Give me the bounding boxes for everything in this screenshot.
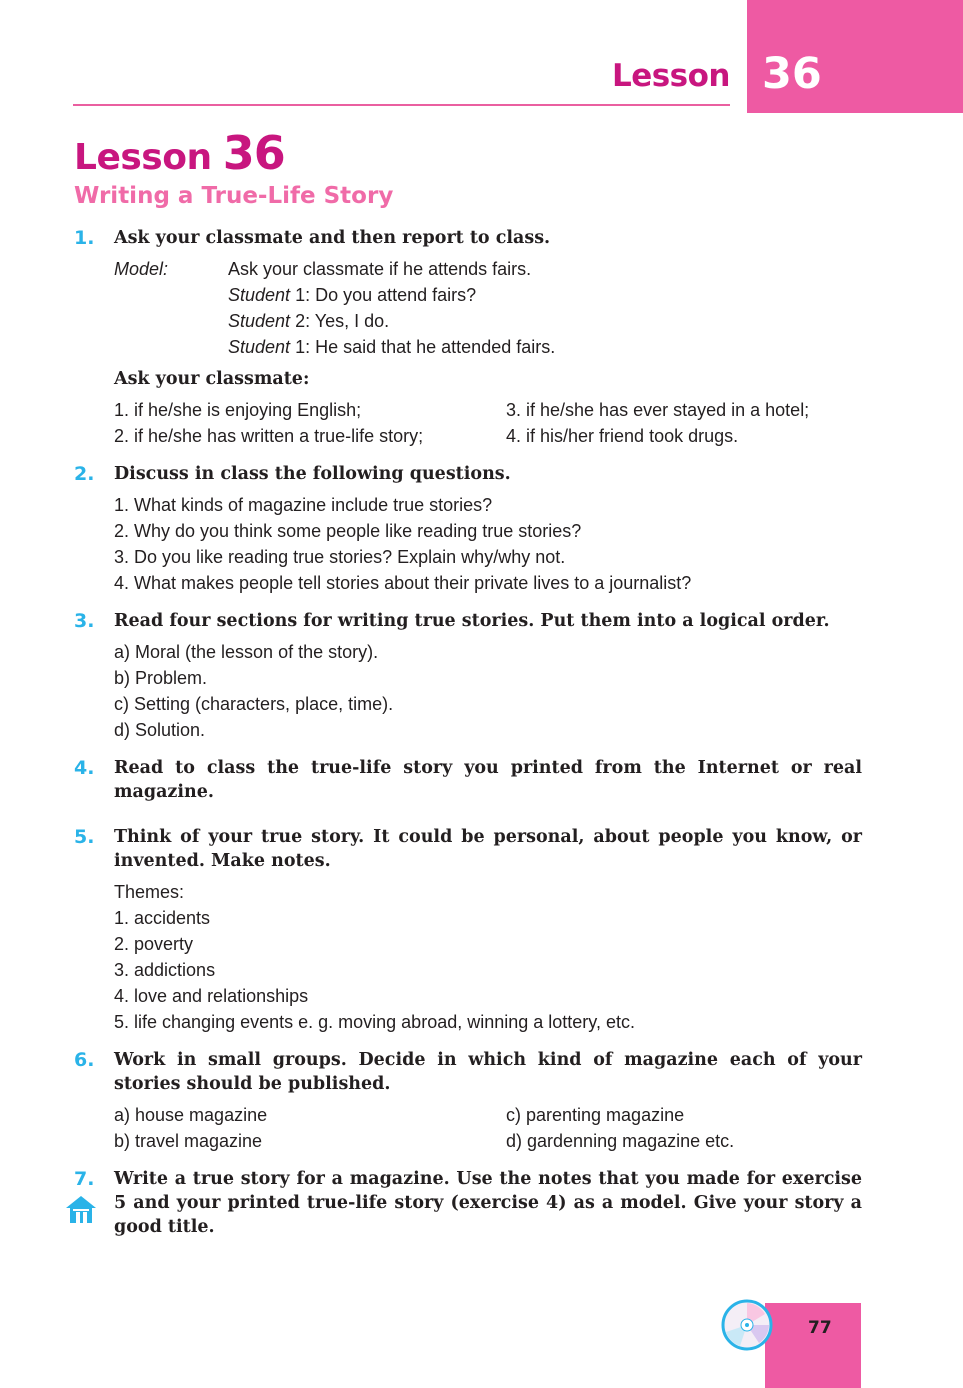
list-item: 2. poverty (114, 934, 194, 954)
title-number: 36 (222, 126, 285, 180)
exercise-4-task: Read to class the true-life story you printed from the Internet or real magazine. (114, 758, 862, 802)
list-item: 3. addictions (114, 960, 216, 980)
model-line: Student 1: Do you attend fairs? (228, 285, 477, 305)
page-number: 77 (808, 1318, 832, 1338)
page-title (74, 126, 285, 180)
list-item: a) house magazine (114, 1105, 268, 1125)
list-item: 1. if he/she is enjoying English; (114, 400, 362, 420)
list-item: 2. if he/she has written a true-life story; (114, 426, 424, 446)
list-item: 5. life changing events e. g. moving abroad, winning a lottery, etc. (114, 1012, 635, 1032)
list-item: c) parenting magazine (506, 1105, 685, 1125)
cd-disc-icon[interactable] (720, 1298, 774, 1352)
list-item: c) Setting (characters, place, time). (114, 694, 394, 714)
exercise-1-number: 1. (74, 227, 95, 249)
list-item: 2. Why do you think some people like reading true stories? (114, 521, 582, 541)
exercise-2-number: 2. (74, 463, 95, 485)
list-item: 1. What kinds of magazine include true stories? (114, 495, 493, 515)
list-item: d) gardenning magazine etc. (506, 1131, 735, 1151)
model-label: Model: (114, 259, 169, 279)
exercise-4-number: 4. (74, 757, 95, 779)
exercise-2-task: Discuss in class the following questions. (114, 464, 511, 484)
list-item: a) Moral (the lesson of the story). (114, 642, 379, 662)
exercise-7-task: Write a true story for a magazine. Use the notes that you made for exercise 5 and your printed true-life story (exercise 4) as a model. Give your story a good title. (114, 1169, 862, 1237)
model-line: Ask your classmate if he attends fairs. (228, 259, 532, 279)
exercise-1-subtask: Ask your classmate: (114, 369, 310, 389)
header-divider (73, 104, 730, 106)
exercise-7-number: 7. (74, 1168, 95, 1190)
list-item: d) Solution. (114, 720, 206, 740)
model-line: Student 1: He said that he attended fairs. (228, 337, 556, 357)
list-item: 3. Do you like reading true stories? Explain why/why not. (114, 547, 566, 567)
list-item: 4. What makes people tell stories about their private lives to a journalist? (114, 573, 692, 593)
house-icon (64, 1194, 98, 1224)
list-item: b) travel magazine (114, 1131, 263, 1151)
header-lesson-label: Lesson (611, 58, 730, 94)
list-item: 1. accidents (114, 908, 211, 928)
list-item: 4. if his/her friend took drugs. (506, 426, 739, 446)
title-word: Lesson (74, 137, 212, 178)
themes-label: Themes: (114, 882, 185, 902)
exercise-5-task: Think of your true story. It could be personal, about people you know, or invented. Make notes. (114, 827, 862, 871)
page-subtitle: Writing a True-Life Story (74, 183, 394, 209)
model-line: Student 2: Yes, I do. (228, 311, 390, 331)
header-lesson-number: 36 (762, 49, 822, 99)
exercise-6-task: Work in small groups. Decide in which kind of magazine each of your stories should be published. (114, 1050, 862, 1094)
exercise-3-task: Read four sections for writing true stories. Put them into a logical order. (114, 611, 830, 631)
exercise-6-number: 6. (74, 1049, 95, 1071)
list-item: 3. if he/she has ever stayed in a hotel; (506, 400, 810, 420)
list-item: 4. love and relationships (114, 986, 309, 1006)
page-number-tab (765, 1303, 861, 1388)
exercise-5-number: 5. (74, 826, 95, 848)
exercise-3-number: 3. (74, 610, 95, 632)
exercise-1-task: Ask your classmate and then report to class. (114, 228, 551, 248)
list-item: b) Problem. (114, 668, 208, 688)
